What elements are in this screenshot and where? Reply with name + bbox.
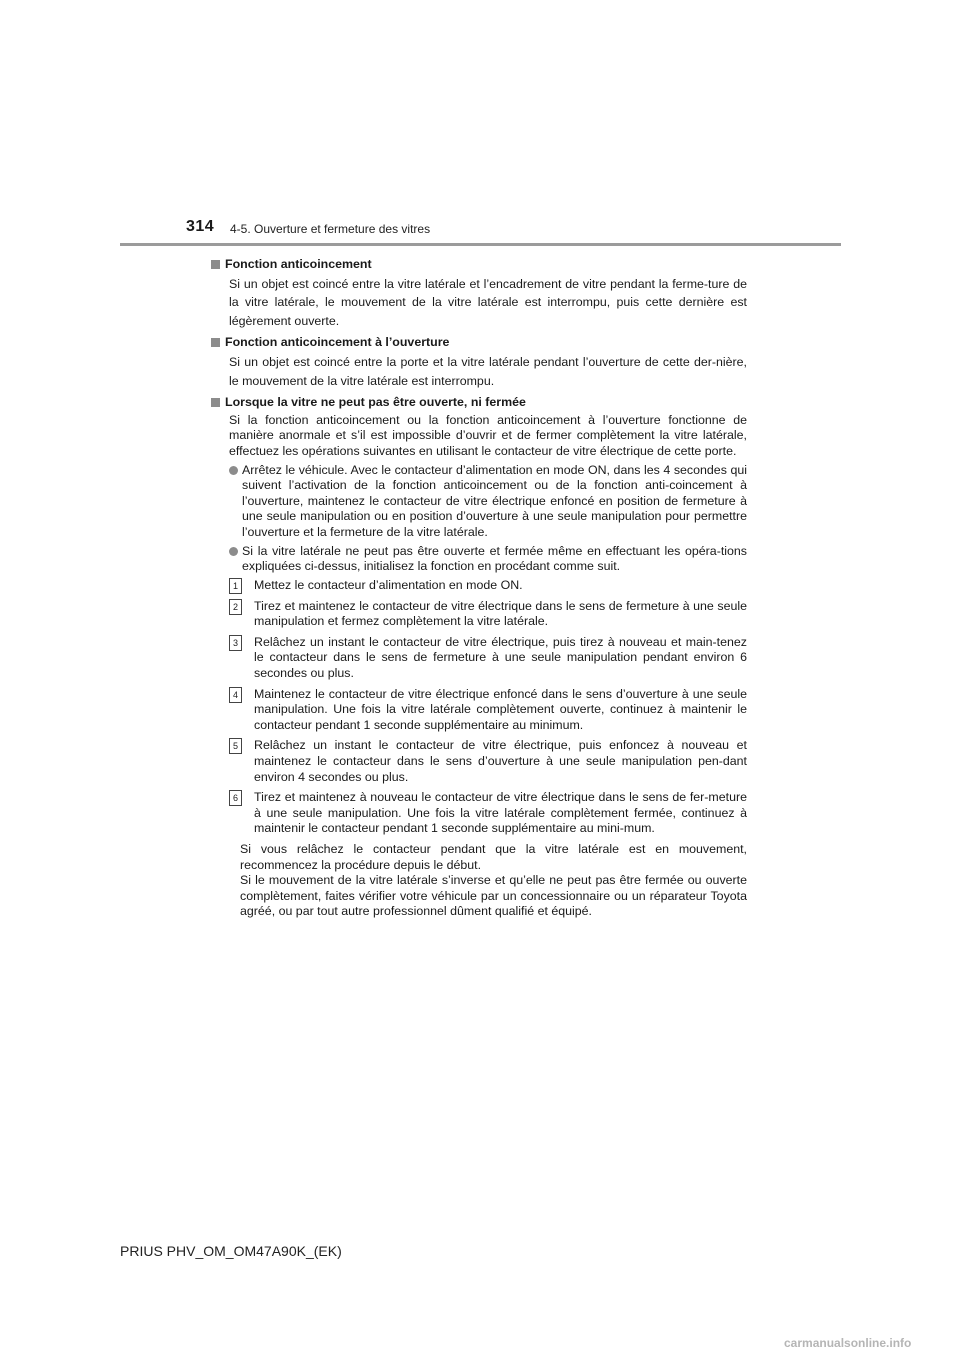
step-item [229,790,747,837]
section-title [211,333,747,352]
section-title-text: Fonction anticoincement [225,257,372,271]
step-item [229,635,747,682]
section-anticoincement-ouverture [211,333,747,390]
step-item [229,738,747,785]
step-text: Tirez et maintenez le contacteur de vitre électrique dans le sens de fermeture à une seule manipulation et fermez complètement la vitre latérale. [254,598,747,629]
step-text: Relâchez un instant le contacteur de vitre électrique, puis enfoncez à nouveau et maintenez le contacteur dans le sens d’ouverture à une seule manipulation pen-dant environ 4 secondes ou plus. [254,738,747,784]
step-item [229,687,747,734]
watermark: carmanualsonline.info [784,1336,912,1350]
section-text: Si un objet est coincé entre la vitre latérale et l’encadrement de vitre pendant la ferme-ture de la vitre latérale, le mouvement de la vitre latérale est interrompu, puis cette dernière est légèrement ouverte. [229,276,747,328]
chapter-title: 4-5. Ouverture et fermeture des vitres [230,222,431,236]
bullet-item [229,544,747,575]
square-bullet-icon [211,260,220,269]
section-title-text: Fonction anticoincement à l’ouverture [225,335,450,350]
page-number: 314 [186,218,215,235]
step-text: Relâchez un instant le contacteur de vitre électrique, puis tirez à nouveau et main-tenez le contacteur dans le sens de fermeture à une seule manipulation pendant environ 6 secondes ou plus. [254,634,747,681]
section-text: Si un objet est coincé entre la porte et la vitre latérale pendant l’ouverture de cette der-nière, le mouvement de la vitre latérale est interrompu. [229,354,747,388]
section-vitre-bloquee [211,393,747,920]
section-text: Si la fonction anticoincement ou la fonction anticoincement à l’ouverture fonctionne de manière anormale et s’il est impossible d’ouvrir et de fermer complètement la vitre latérale, effectuez les opérations suivantes en utilisant le contacteur de vitre électrique de cette porte. [229,412,747,458]
section-title [211,255,747,274]
step-number-badge: 3 [229,635,242,651]
section-title-text: Lorsque la vitre ne peut pas être ouverte, ni fermée [225,395,526,410]
round-bullet-icon [229,547,238,556]
section-title [211,393,747,412]
bullet-text: Si la vitre latérale ne peut pas être ouverte et fermée même en effectuant les opéra-tions expliquées ci-dessus, initialisez la fonction en procédant comme suit. [242,543,747,574]
step-number-badge: 6 [229,790,242,806]
square-bullet-icon [211,338,220,347]
step-number-badge: 2 [229,599,242,615]
step-text: Maintenez le contacteur de vitre électrique enfoncé dans le sens d’ouverture à une seule manipulation. Une fois la vitre latérale complètement ouverte, continuez à maintenir le contacteur pendant 1 seconde supplémentaire au minimum. [254,686,747,732]
step-text: Mettez le contacteur d’alimentation en mode ON. [254,577,523,592]
bullet-item [229,463,747,541]
step-text: Tirez et maintenez à nouveau le contacteur de vitre électrique dans le sens de fer-meture à une seule manipulation. Une fois la vitre latérale complètement fermée, continuez à maintenir le contacteur pendant 1 seconde supplémentaire au mini-mum. [254,790,747,836]
step-item [229,578,747,594]
round-bullet-icon [229,466,238,475]
page-content [211,255,747,923]
document-code: PRIUS PHV_OM_OM47A90K_(EK) [120,1243,342,1259]
header-divider [120,243,841,246]
note-text: Si vous relâchez le contacteur pendant que la vitre latérale est en mouvement, recommencez la procédure depuis le début. [240,842,747,872]
step-number-badge: 1 [229,578,242,594]
square-bullet-icon [211,398,220,407]
section-anticoincement [211,255,747,330]
note-text: Si le mouvement de la vitre latérale s’inverse et qu’elle ne peut pas être fermée ou ouverte complètement, faites vérifier votre véhicule par un concessionnaire ou un réparateur Toyota agréé, ou par tout autre professionnel dûment qualifié et équipé. [240,873,747,919]
step-number-badge: 4 [229,687,242,703]
bullet-text: Arrêtez le véhicule. Avec le contacteur d’alimentation en mode ON, dans les 4 secondes qui suivent l’activation de la fonction anticoincement ou de la fonction anti-coincement à l’ouverture, maintenez le contacteur de vitre électrique enfoncé en position de fermeture à une seule manipulation ou en position d’ouverture à une seule manipulation pour permettre l’ouverture et la fermeture de la vitre latérale. [242,462,747,539]
step-number-badge: 5 [229,738,242,754]
step-item [229,599,747,630]
